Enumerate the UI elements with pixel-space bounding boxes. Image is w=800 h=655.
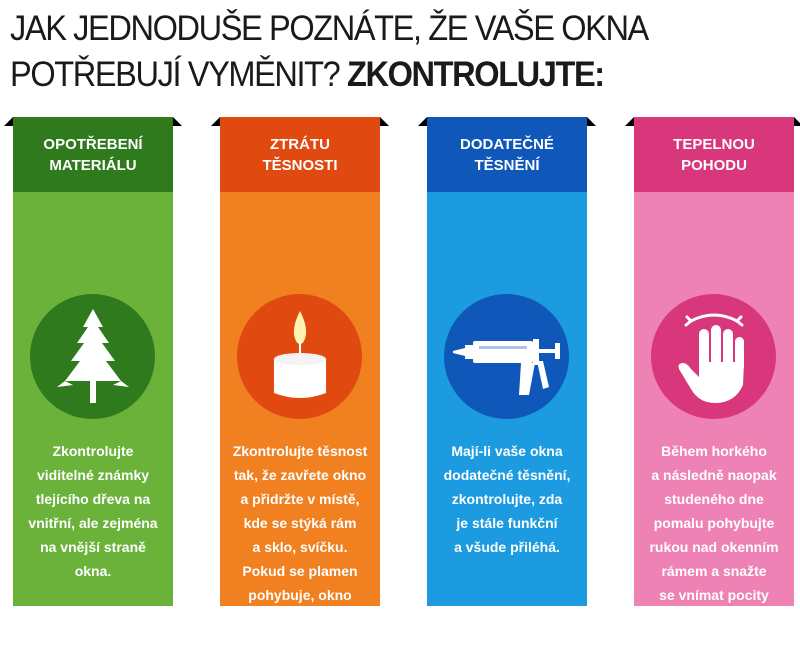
card-title-text: OPOTŘEBENÍ MATERIÁLU [43,135,143,174]
headline [10,6,740,98]
card-fold [625,117,634,126]
card-icon-circle [651,294,776,419]
card-fold [173,117,182,126]
candle-icon [260,307,340,407]
card-title-text: TEPELNOU POHODU [673,135,755,174]
card-title-text: ZTRÁTU TĚSNOSTI [262,135,338,174]
card-title-text: DODATEČNÉ TĚSNĚNÍ [460,135,554,174]
card-thermal-comfort [634,117,794,627]
card-fold [380,117,389,126]
card-extra-sealing [427,117,587,606]
waving-hand-icon [669,307,759,407]
card-icon-circle [444,294,569,419]
headline-line-1: JAK JEDNODUŠE POZNÁTE, ŽE VAŠE OKNA [10,9,648,48]
tree-icon [53,307,133,407]
card-icon-circle [30,294,155,419]
card-description: Mají-li vaše okna dodatečné těsnění, zkontrolujte, zda je stále funkční a všude přiléhá. [443,443,571,555]
card-description: Během horkého a následně naopak studeného dne pomalu pohybujte rukou nad okenním rámem a snažte se vnímat pocity chladu či horka. [649,443,779,627]
card-fold [418,117,427,126]
card-description: Zkontrolujte těsnost tak, že zavřete okno a přidržte v místě, kde se stýká rám a sklo, svíčku. Pokud se plamen pohybuje, okno pravděpodobně netěsní. [232,443,368,651]
headline-line-2 [10,52,740,98]
card-title [427,117,587,192]
card-title [220,117,380,192]
headline-line-2-plain: POTŘEBUJÍ VYMĚNIT? [10,55,348,94]
card-tightness-loss [220,117,380,651]
card-description: Zkontrolujte viditelné známky tlejícího dřeva na vnitřní, ale zejména na vnější straně okna. [28,443,158,579]
card-fold [4,117,13,126]
card-title [634,117,794,192]
card-body [427,192,587,606]
card-body [13,192,173,606]
caulking-gun-icon [451,317,563,397]
card-title [13,117,173,192]
card-material-wear [13,117,173,606]
card-body [634,192,794,627]
card-body [220,192,380,651]
card-fold [794,117,800,126]
card-icon-circle [237,294,362,419]
card-fold [211,117,220,126]
headline-emphasis: ZKONTROLUJTE: [347,55,604,94]
card-fold [587,117,596,126]
